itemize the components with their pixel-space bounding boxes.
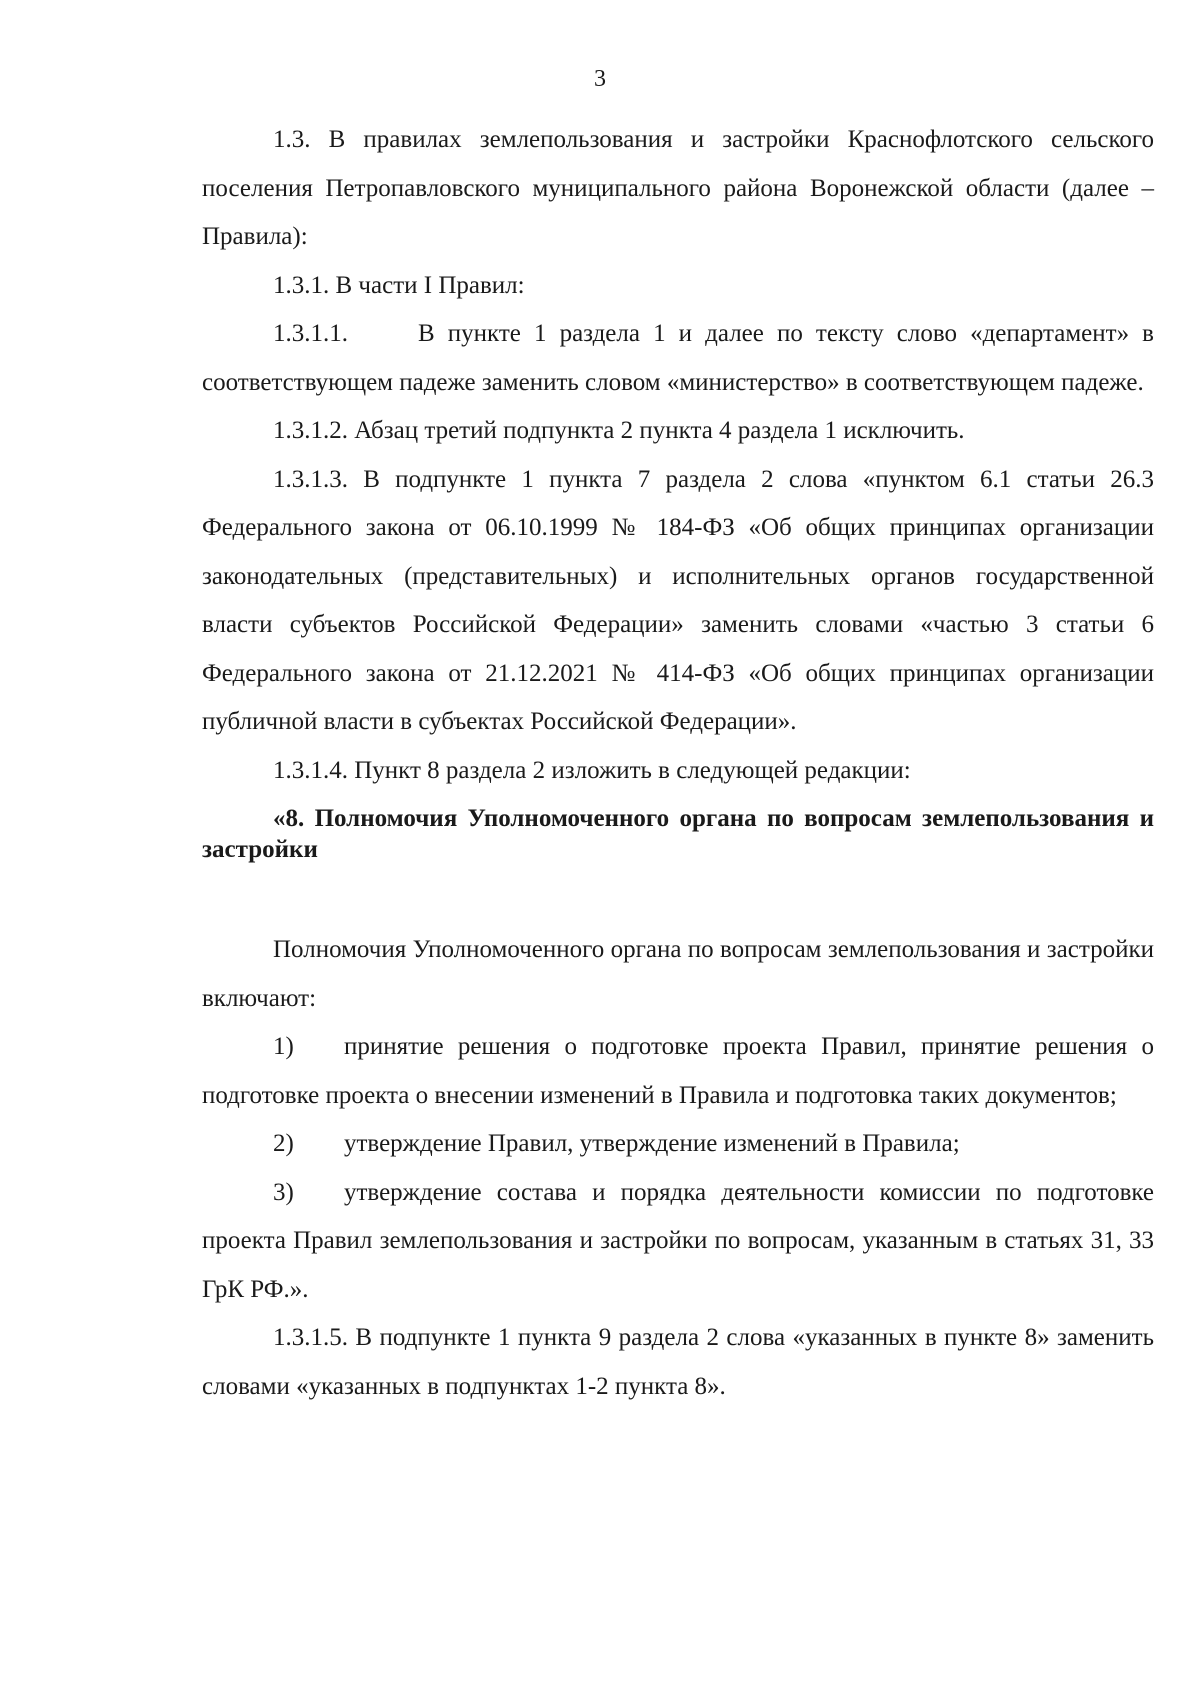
list-item-label: 1): [273, 1033, 294, 1060]
list-item-2: [202, 1120, 1154, 1169]
list-item-label: 2): [273, 1130, 294, 1157]
paragraph-1-3-1-4: 1.3.1.4. Пункт 8 раздела 2 изложить в следующей редакции:: [273, 756, 911, 784]
list-item-3: [202, 1169, 1154, 1315]
spacer: [202, 865, 1154, 926]
paragraph-text: В пункте 1 раздела 1 и далее по тексту слово «департамент» в соответствующем падеже заменить словом «министерство» в соответствующем падеже.: [202, 320, 1154, 396]
section-8-heading: «8. Полномочия Уполномоченного органа по вопросам землепользования и застройки: [202, 805, 1154, 863]
paragraph-powers-intro: Полномочия Уполномоченного органа по вопросам землепользования и застройки включают:: [202, 936, 1154, 1012]
paragraph-1-3-1: 1.3.1. В части I Правил:: [273, 271, 525, 299]
page-number: 3: [594, 66, 606, 92]
paragraph-1-3-1-5: 1.3.1.5. В подпункте 1 пункта 9 раздела 2 слова «указанных в пункте 8» заменить словами «указанных в подпунктах 1-2 пункта 8».: [202, 1324, 1154, 1400]
paragraph-1-3-1-1: [202, 310, 1154, 407]
paragraph-1-3: 1.3. В правилах землепользования и застройки Краснофлотского сельского поселения Петропавловского муниципального района Воронежской области (далее – Правила):: [202, 126, 1154, 250]
paragraph-1-3-1-2: 1.3.1.2. Абзац третий подпункта 2 пункта 4 раздела 1 исключить.: [273, 417, 965, 444]
list-item-text: утверждение Правил, утверждение изменений в Правила;: [344, 1130, 960, 1157]
list-item-text: утверждение состава и порядка деятельности комиссии по подготовке проекта Правил землепользования и застройки по вопросам, указанным в статьях 31, 33 ГрК РФ.».: [202, 1178, 1154, 1303]
document-body: [202, 116, 1154, 1411]
list-item-label: 3): [273, 1178, 294, 1206]
list-item-text: принятие решения о подготовке проекта Правил, принятие решения о подготовке проекта о внесении изменений в Правила и подготовка таких документов;: [202, 1033, 1154, 1109]
paragraph-1-3-1-3: 1.3.1.3. В подпункте 1 пункта 7 раздела 2 слова «пунктом 6.1 статьи 26.3 Федерального закона от 06.10.1999 № 184-ФЗ «Об общих принципах организации законодательных (представительных) и исполнительных органов государственной власти субъектов Российской Федерации» заменить словами «частью 3 статьи 6 Федерального закона от 21.12.2021 № 414-ФЗ «Об общих принципах организации публичной власти в субъектах Российской Федерации».: [202, 465, 1154, 735]
list-item-1: [202, 1023, 1154, 1120]
paragraph-label: 1.3.1.1.: [273, 320, 348, 347]
